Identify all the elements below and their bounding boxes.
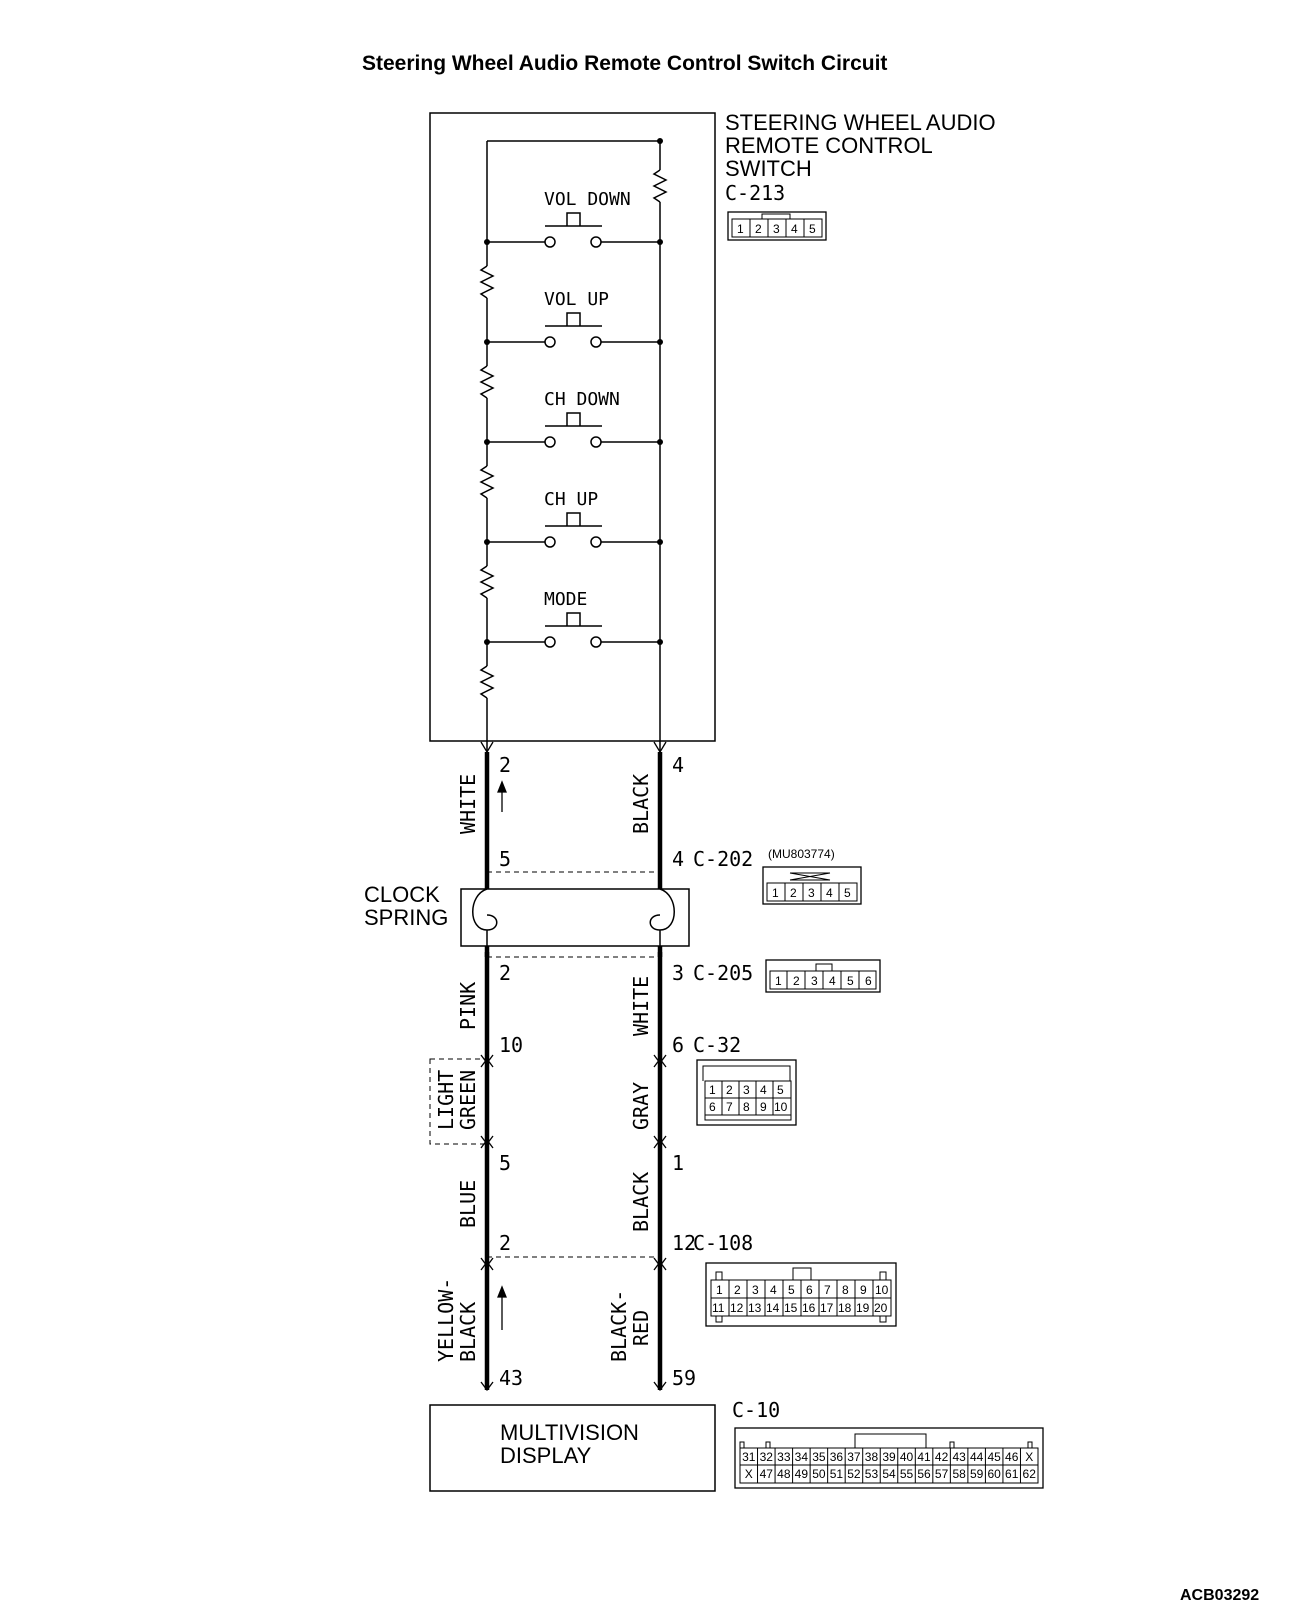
c108-pin: 13 — [748, 1301, 762, 1315]
c10-pin: 51 — [829, 1467, 844, 1481]
switch-unit-name-line-3: SWITCH — [725, 156, 812, 181]
wire-color-label: BLUE — [456, 1179, 480, 1228]
c205-pin: 3 — [811, 974, 818, 988]
c10-pin: 45 — [987, 1450, 1001, 1464]
c10-pin: 56 — [917, 1467, 931, 1481]
c108-pin: 18 — [838, 1301, 852, 1315]
c32-pin: 7 — [726, 1100, 733, 1114]
pin-number: 6 — [672, 1033, 685, 1057]
wire-color-label: GRAY — [629, 1081, 653, 1130]
wire-color-label: BLACK — [629, 1171, 653, 1232]
wire-color-label: PINK — [456, 981, 480, 1030]
c10-pin: 42 — [934, 1450, 949, 1464]
connector-c108-id: C-108 — [693, 1231, 754, 1255]
wire-color-label: BLACK- — [607, 1289, 631, 1362]
pin-number: 5 — [499, 847, 512, 871]
wire-color-label: YELLOW- — [434, 1277, 458, 1362]
wire-color-label: GREEN — [456, 1069, 480, 1130]
c108-pin: 8 — [842, 1283, 849, 1297]
c10-pin: 57 — [934, 1467, 949, 1481]
connector-c10-id: C-10 — [732, 1398, 781, 1422]
c202-pin: 4 — [826, 886, 833, 900]
display-label-line-1: MULTIVISION — [500, 1420, 639, 1445]
wire-color-label: RED — [629, 1309, 653, 1346]
wire-color-label: BLACK — [456, 1301, 480, 1362]
c205-pin: 4 — [829, 974, 836, 988]
pin-number: 5 — [499, 1151, 512, 1175]
c32-pin: 2 — [726, 1083, 733, 1097]
pin-number: 3 — [672, 961, 685, 985]
switch-label: VOL UP — [544, 289, 610, 310]
harness-wires — [487, 752, 660, 1390]
c10-pin: 43 — [952, 1450, 966, 1464]
c10-pin: X — [1025, 1450, 1034, 1464]
c108-pin: 4 — [770, 1283, 777, 1297]
wire-color-label: WHITE — [456, 773, 480, 834]
c10-pin: 36 — [829, 1450, 844, 1464]
connector-c205-face — [766, 960, 880, 992]
switch-vol-up — [484, 289, 663, 347]
c10-pin: 60 — [987, 1467, 1001, 1481]
connector-c202-part-number: (MU803774) — [768, 847, 835, 861]
c205-pin: 6 — [865, 974, 872, 988]
c108-pin: 10 — [875, 1283, 889, 1297]
c108-pin: 17 — [820, 1301, 834, 1315]
c202-pin: 2 — [790, 886, 797, 900]
c32-pin: 9 — [760, 1100, 767, 1114]
c10-pin: 52 — [847, 1467, 861, 1481]
c108-pin: 1 — [716, 1283, 723, 1297]
c10-pin: 31 — [742, 1450, 756, 1464]
c202-pin: 5 — [844, 886, 851, 900]
c205-pin: 5 — [847, 974, 854, 988]
c10-pin: 49 — [794, 1467, 809, 1481]
c108-pin: 2 — [734, 1283, 741, 1297]
c10-pin: 50 — [812, 1467, 826, 1481]
connector-c205-id: C-205 — [693, 961, 754, 985]
c32-pin: 5 — [777, 1083, 784, 1097]
c202-pin: 3 — [808, 886, 815, 900]
wire-color-label: WHITE — [629, 975, 653, 1036]
c32-pin: 10 — [774, 1100, 788, 1114]
c202-pin: 1 — [772, 886, 779, 900]
c10-pin: 32 — [759, 1450, 773, 1464]
figure-code: ACB03292 — [1180, 1587, 1260, 1604]
c108-pin: 14 — [766, 1301, 780, 1315]
c10-pin: 41 — [917, 1450, 931, 1464]
c108-pin: 15 — [784, 1301, 798, 1315]
switch-label: CH UP — [544, 489, 599, 510]
wire-color-label: BLACK — [629, 773, 653, 834]
switch-unit-name-line-1: STEERING WHEEL AUDIO — [725, 110, 996, 135]
switch-label: MODE — [544, 589, 588, 610]
terminal-marks — [481, 742, 666, 1390]
c32-pin: 3 — [743, 1083, 750, 1097]
switch-label: VOL DOWN — [544, 189, 631, 210]
connector-c202-id: C-202 — [693, 847, 754, 871]
c10-pin: 55 — [899, 1467, 914, 1481]
pin-number: 12 — [672, 1231, 697, 1255]
c108-pin: 3 — [752, 1283, 759, 1297]
c10-pin: 37 — [847, 1450, 861, 1464]
c213-pin: 5 — [809, 222, 816, 236]
c10-pin: 39 — [882, 1450, 896, 1464]
pin-number: 2 — [499, 753, 512, 777]
c205-pin: 2 — [793, 974, 800, 988]
c108-pin: 5 — [788, 1283, 795, 1297]
pin-number: 2 — [499, 1231, 512, 1255]
switch-ch-down — [484, 389, 663, 447]
connector-c213-face — [728, 212, 826, 240]
switch-unit-name-line-2: REMOTE CONTROL — [725, 133, 933, 158]
c10-pin: 53 — [864, 1467, 879, 1481]
switch-vol-down — [484, 189, 663, 247]
c10-pin: 35 — [812, 1450, 826, 1464]
c10-pin: 48 — [777, 1467, 791, 1481]
switch-ladder-network — [481, 141, 666, 762]
pin-number: 10 — [499, 1033, 524, 1057]
clock-spring-box — [461, 872, 689, 957]
wire-color-label: LIGHT — [434, 1069, 458, 1130]
connector-c10-face — [735, 1428, 1043, 1488]
c32-pin: 1 — [709, 1083, 716, 1097]
switch-label: CH DOWN — [544, 389, 620, 410]
c10-pin: 58 — [952, 1467, 966, 1481]
c10-pin: 59 — [969, 1467, 984, 1481]
c108-pin: 9 — [860, 1283, 867, 1297]
c108-pin: 7 — [824, 1283, 831, 1297]
connector-c108-face — [706, 1263, 896, 1326]
c10-pin: 62 — [1022, 1467, 1036, 1481]
diagram-title: Steering Wheel Audio Remote Control Switch Circuit — [362, 52, 888, 75]
c10-pin: 61 — [1005, 1467, 1019, 1481]
c10-pin: 44 — [969, 1450, 984, 1464]
clock-spring-label-line-1: CLOCK — [364, 882, 440, 907]
pin-number: 43 — [499, 1366, 524, 1390]
pin-number: 4 — [672, 753, 685, 777]
c108-pin: 20 — [874, 1301, 888, 1315]
c10-pin: 38 — [864, 1450, 879, 1464]
pin-number: 4 — [672, 847, 685, 871]
display-label-line-2: DISPLAY — [500, 1443, 592, 1468]
pin-number: 2 — [499, 961, 512, 985]
pin-number: 59 — [672, 1366, 697, 1390]
c213-pin: 2 — [755, 222, 762, 236]
c10-pin: 34 — [794, 1450, 809, 1464]
c108-pin: 6 — [806, 1283, 813, 1297]
connector-c213-id: C-213 — [725, 181, 786, 205]
switch-ch-up — [484, 489, 663, 547]
c32-pin: 8 — [743, 1100, 750, 1114]
c10-pin: 33 — [777, 1450, 791, 1464]
c10-pin: 46 — [1005, 1450, 1019, 1464]
pin-number: 1 — [672, 1151, 685, 1175]
c108-pin: 16 — [802, 1301, 816, 1315]
c213-pin: 4 — [791, 222, 798, 236]
switch-mode — [484, 589, 663, 647]
c32-pin: 4 — [760, 1083, 767, 1097]
c10-pin: 47 — [759, 1467, 773, 1481]
c10-pin: X — [744, 1467, 753, 1481]
c108-pin: 12 — [730, 1301, 744, 1315]
clock-spring-label-line-2: SPRING — [364, 905, 449, 930]
connector-c202-face — [763, 867, 861, 904]
c213-pin: 1 — [737, 222, 744, 236]
connector-c32-id: C-32 — [693, 1033, 742, 1057]
c10-pin: 54 — [882, 1467, 896, 1481]
c108-pin: 19 — [856, 1301, 870, 1315]
c205-pin: 1 — [775, 974, 782, 988]
c10-pin: 40 — [899, 1450, 914, 1464]
c213-pin: 3 — [773, 222, 780, 236]
c32-pin: 6 — [709, 1100, 716, 1114]
c108-pin: 11 — [712, 1301, 725, 1315]
connector-c32-face — [697, 1060, 796, 1125]
